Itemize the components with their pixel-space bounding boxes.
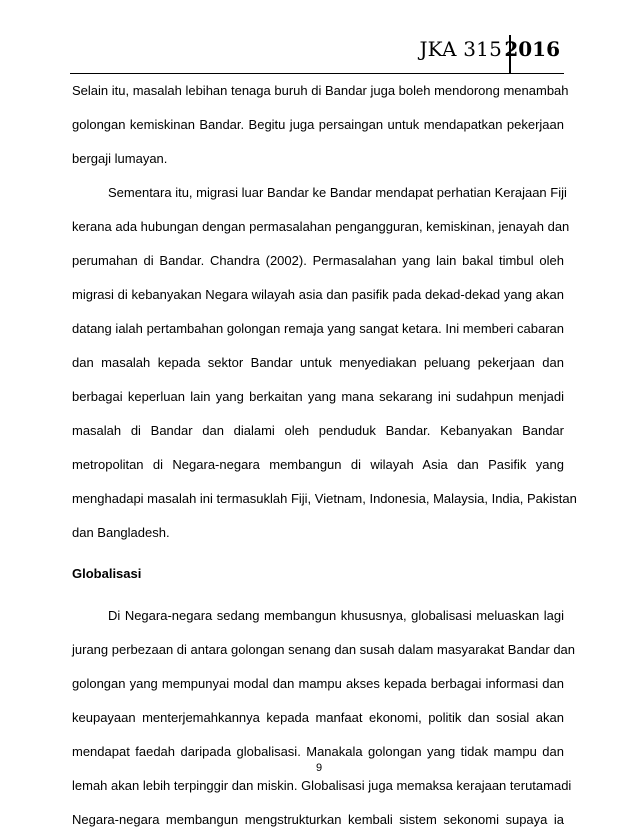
paragraph-line: metropolitan di Negara-negara membangun di wilayah Asia dan Pasifik yang bbox=[72, 457, 564, 472]
paragraph-line: jurang perbezaan di antara golongan senang dan susah dalam masyarakat Bandar dan bbox=[72, 642, 576, 657]
course-code: JKA 315 bbox=[419, 37, 502, 61]
paragraph-line: Di Negara-negara sedang membangun khususnya, globalisasi meluaskan lagi bbox=[108, 608, 564, 623]
paragraph-line: dan masalah kepada sektor Bandar untuk menyediakan peluang pekerjaan dan bbox=[72, 355, 564, 370]
paragraph-line: dan Bangladesh. bbox=[72, 525, 170, 540]
page-header bbox=[70, 33, 564, 74]
paragraph-line: Negara-negara membangun mengstrukturkan kembali sistem sekonomi supaya ia bbox=[72, 812, 564, 827]
paragraph-line: golongan kemiskinan Bandar. Begitu juga persaingan untuk mendapatkan pekerjaan bbox=[72, 117, 564, 132]
paragraph-line: berbagai keperluan lain yang berkaitan yang mana sekarang ini sudahpun menjadi bbox=[72, 389, 564, 404]
header-year: 2016 bbox=[504, 37, 560, 61]
page-number: 9 bbox=[315, 762, 323, 774]
paragraph-line: mendapat faedah daripada globalisasi. Manakala golongan yang tidak mampu dan bbox=[72, 744, 564, 759]
paragraph-line: datang ialah pertambahan golongan remaja yang sangat ketara. Ini memberi cabaran bbox=[72, 321, 564, 336]
paragraph-line: Selain itu, masalah lebihan tenaga buruh di Bandar juga boleh mendorong menambah bbox=[72, 83, 569, 98]
paragraph-line: menghadapi masalah ini termasuklah Fiji, Vietnam, Indonesia, Malaysia, India, Pakistan bbox=[72, 491, 577, 506]
paragraph-line: keupayaan menterjemahkannya kepada manfaat ekonomi, politik dan sosial akan bbox=[72, 710, 564, 725]
paragraph-line: lemah akan lebih terpinggir dan miskin. Globalisasi juga memaksa kerajaan terutamadi bbox=[72, 778, 572, 793]
section-heading: Globalisasi bbox=[72, 566, 142, 581]
paragraph-line: migrasi di kebanyakan Negara wilayah asia dan pasifik pada dekad-dekad yang akan bbox=[72, 287, 564, 302]
paragraph-line: Sementara itu, migrasi luar Bandar ke Bandar mendapat perhatian Kerajaan Fiji bbox=[108, 185, 567, 200]
paragraph-line: kerana ada hubungan dengan permasalahan pengangguran, kemiskinan, jenayah dan bbox=[72, 219, 570, 234]
paragraph-line: bergaji lumayan. bbox=[72, 151, 168, 166]
paragraph-line: golongan yang mempunyai modal dan mampu akses kepada berbagai informasi dan bbox=[72, 676, 564, 691]
paragraph-line: perumahan di Bandar. Chandra (2002). Permasalahan yang lain bakal timbul oleh bbox=[72, 253, 564, 268]
paragraph-line: masalah di Bandar dan dialami oleh penduduk Bandar. Kebanyakan Bandar bbox=[72, 423, 564, 438]
